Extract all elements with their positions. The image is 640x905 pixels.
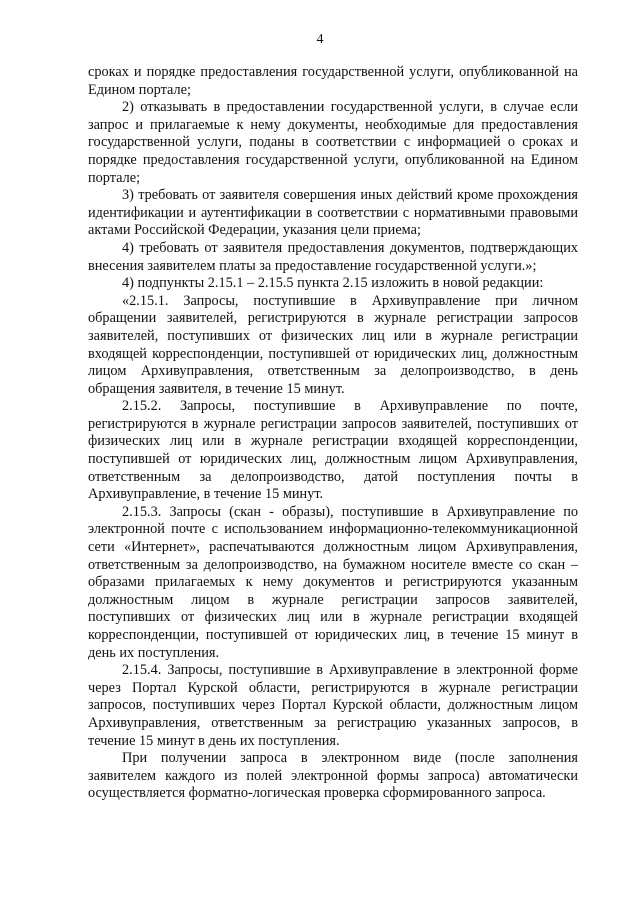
page-number: 4 [316,32,324,47]
paragraph-electronic-check: При получении запроса в электронном виде (после заполнения заявителем каждого из полей электронной формы запроса) автоматически осуществляется форматно-логическая проверка сформированного запроса. [88,750,578,802]
paragraph-2-15-2: 2.15.2. Запросы, поступившие в Архивуправление по почте, регистрируются в журнале регистрации запросов заявителей, поступивших от физических лиц или в журнале регистрации входящей корреспонденции, поступившей от юридических лиц, должностным лицом Архивуправления, ответственным за делопроизводство, датой поступления почты в Архивуправление, в течение 15 минут. [88,398,578,503]
paragraph-2-15-4: 2.15.4. Запросы, поступившие в Архивуправление в электронной форме через Портал Курской области, регистрируются в журнале регистрации запросов, поступивших через Портал Курской области, должностным лицом Архивуправления, ответственным за регистрацию указанных запросов, в течение 15 минут в день их поступления. [88,662,578,749]
paragraph-amendment: 4) подпункты 2.15.1 – 2.15.5 пункта 2.15 изложить в новой редакции: [122,275,544,292]
document-body [88,64,578,803]
paragraph-item-2: 2) отказывать в предоставлении государственной услуги, в случае если запрос и прилагаемые к нему документы, необходимые для предоставления государственной услуги, поданы в соответствии с информацией о сроках и порядке предоставления государственной услуги, опубликованной на Едином портале; [88,99,578,186]
paragraph-item-4: 4) требовать от заявителя предоставления документов, подтверждающих внесения заявителем платы за предоставление государственной услуги.»; [88,239,578,274]
paragraph-continuation: сроках и порядке предоставления государственной услуги, опубликованной на Едином портале; [88,64,578,98]
paragraph-item-3: 3) требовать от заявителя совершения иных действий кроме прохождения идентификации и аутентификации в соответствии с нормативными правовыми актами Российской Федерации, указания цели приема; [88,187,578,239]
paragraph-2-15-1: «2.15.1. Запросы, поступившие в Архивуправление при личном обращении заявителей, регистрируются в журнале регистрации запросов заявителей, поступивших от физических лиц или в журнале регистрации входящей корреспонденции, поступившей от юридических лиц, должностным лицом Архивуправления, ответственным за делопроизводство, в день обращения заявителя, в течение 15 минут. [88,292,578,397]
paragraph-2-15-3: 2.15.3. Запросы (скан - образы), поступившие в Архивуправление по электронной почте с использованием информационно-телекоммуникационной сети «Интернет», распечатываются должностным лицом Архивуправления, ответственным за делопроизводство, на бумажном носителе вместе со скан – образами прилагаемых к нему документов и регистрируются указанным должностным лицом в журнале регистрации запросов заявителей, поступивших от физических лиц или в журнале регистрации входящей корреспонденции, поступившей от юридических лиц, в течение 15 минут в день их поступления. [88,503,578,661]
